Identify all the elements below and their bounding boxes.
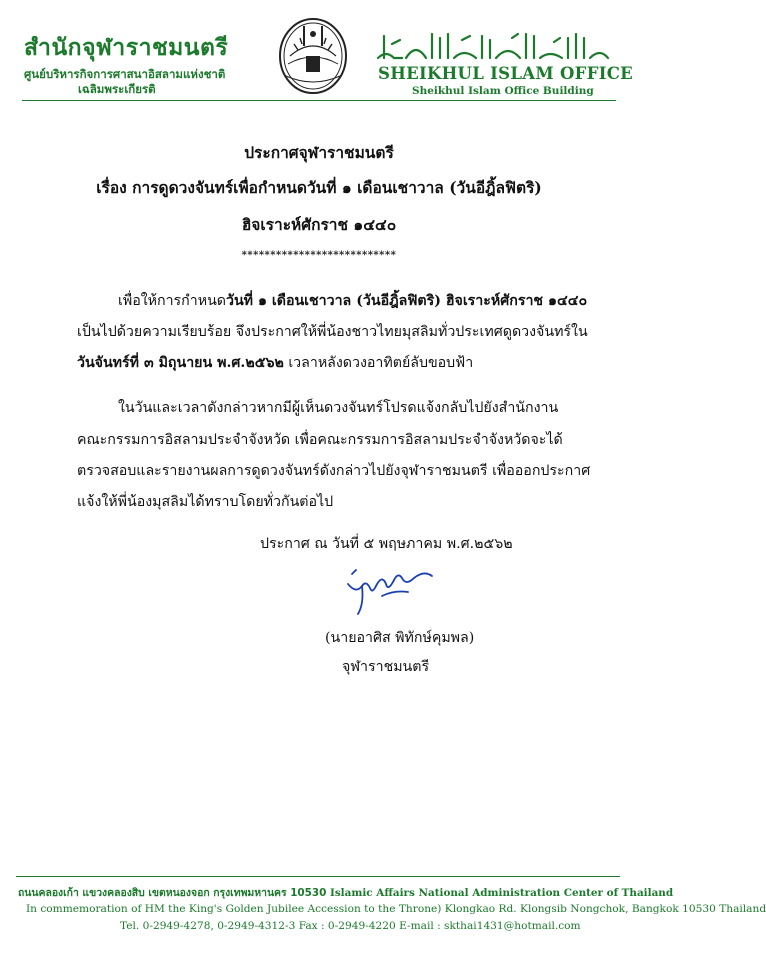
paragraph1-line1: [118, 290, 587, 312]
sheikhul-islam-emblem-icon: [276, 16, 350, 96]
paragraph2-line3: ตรวจสอบและรายงานผลการดูดวงจันทร์ดังกล่าวไปยังจุฬาราชมนตรี เพื่อออกประกาศ: [77, 463, 591, 479]
office-thai-subtitle-line2: เฉลิมพระเกียรติ: [78, 82, 156, 96]
footer-address-line: [18, 884, 673, 901]
paragraph1-line1-text: เพื่อให้การกำหนด: [118, 293, 226, 309]
hijri-year-line: ฮิจเราะห์ศักราช ๑๔๔๐: [241, 215, 397, 234]
paragraph1-line2: เป็นไปด้วยความเรียบร้อย จึงประกาศให้พี่น้องชาวไทยมุสลิมทั่วประเทศดูดวงจันทร์ใน: [77, 324, 588, 340]
announcement-title: ประกาศจุฬาราชมนตรี: [244, 143, 394, 162]
announcement-subject: เรื่อง การดูดวงจันทร์เพื่อกำหนดวันที่ ๑ เดือนเชาวาล (วันอีฎิ้ลฟิตริ): [96, 178, 542, 197]
office-thai-subtitle-line1: ศูนย์บริหารกิจการศาสนาอิสลามแห่งชาติ: [24, 67, 226, 81]
paragraph1-line1-bold: วันที่ ๑ เดือนเชาวาล (วันอีฎิ้ลฟิตริ) ฮิจเราะห์ศักราช ๑๔๔๐: [226, 293, 588, 309]
paragraph1-line3-text: เวลาหลังดวงอาทิตย์ลับขอบฟ้า: [283, 355, 474, 371]
signer-title: จุฬาราชมนตรี: [342, 659, 430, 675]
footer-thai-address: ถนนคลองเก้า แขวงคลองสิบ เขตหนองจอก กรุงเทพมหานคร 10530: [18, 887, 327, 899]
footer-contact-line: Tel. 0-2949-4278, 0-2949-4312-3 Fax : 0-2949-4220 E-mail : skthai1431@hotmail.com: [120, 920, 581, 932]
paragraph2-line4: แจ้งให้พี่น้องมุสลิมได้ทราบโดยทั่วกันต่อไป: [77, 494, 334, 510]
header-divider: [22, 100, 616, 101]
paragraph2-line1: ในวันและเวลาดังกล่าวหากมีผู้เห็นดวงจันทร์โปรดแจ้งกลับไปยังสำนักงาน: [118, 400, 559, 416]
signature-icon: [342, 564, 438, 620]
paragraph1-line3: [77, 352, 473, 374]
footer-center-name: Islamic Affairs National Administration Center of Thailand: [326, 887, 674, 899]
office-english-subtitle: Sheikhul Islam Office Building: [412, 85, 594, 97]
paragraph2-line2: คณะกรรมการอิสลามประจำจังหวัด เพื่อคณะกรรมการอิสลามประจำจังหวัดจะได้: [77, 432, 563, 448]
announcement-date: ประกาศ ณ วันที่ ๕ พฤษภาคม พ.ศ.๒๕๖๒: [260, 536, 513, 552]
office-english-title: SHEIKHUL ISLAM OFFICE: [378, 64, 634, 83]
paragraph1-line3-bold: วันจันทร์ที่ ๓ มิถุนายน พ.ศ.๒๕๖๒: [77, 355, 284, 371]
office-thai-title: สำนักจุฬาราชมนตรี: [24, 35, 229, 61]
footer-commemoration-line: In commemoration of HM the King's Golden Jubilee Accession to the Throne) Klongkao Rd. Klongsib Nongchok, Bangkok 10530 Thailand: [26, 903, 766, 915]
footer-divider: [16, 876, 620, 877]
separator-stars: ***************************: [241, 250, 397, 261]
signer-name: (นายอาศิส พิทักษ์คุมพล): [325, 630, 475, 646]
arabic-calligraphy-logo-icon: [372, 28, 612, 64]
